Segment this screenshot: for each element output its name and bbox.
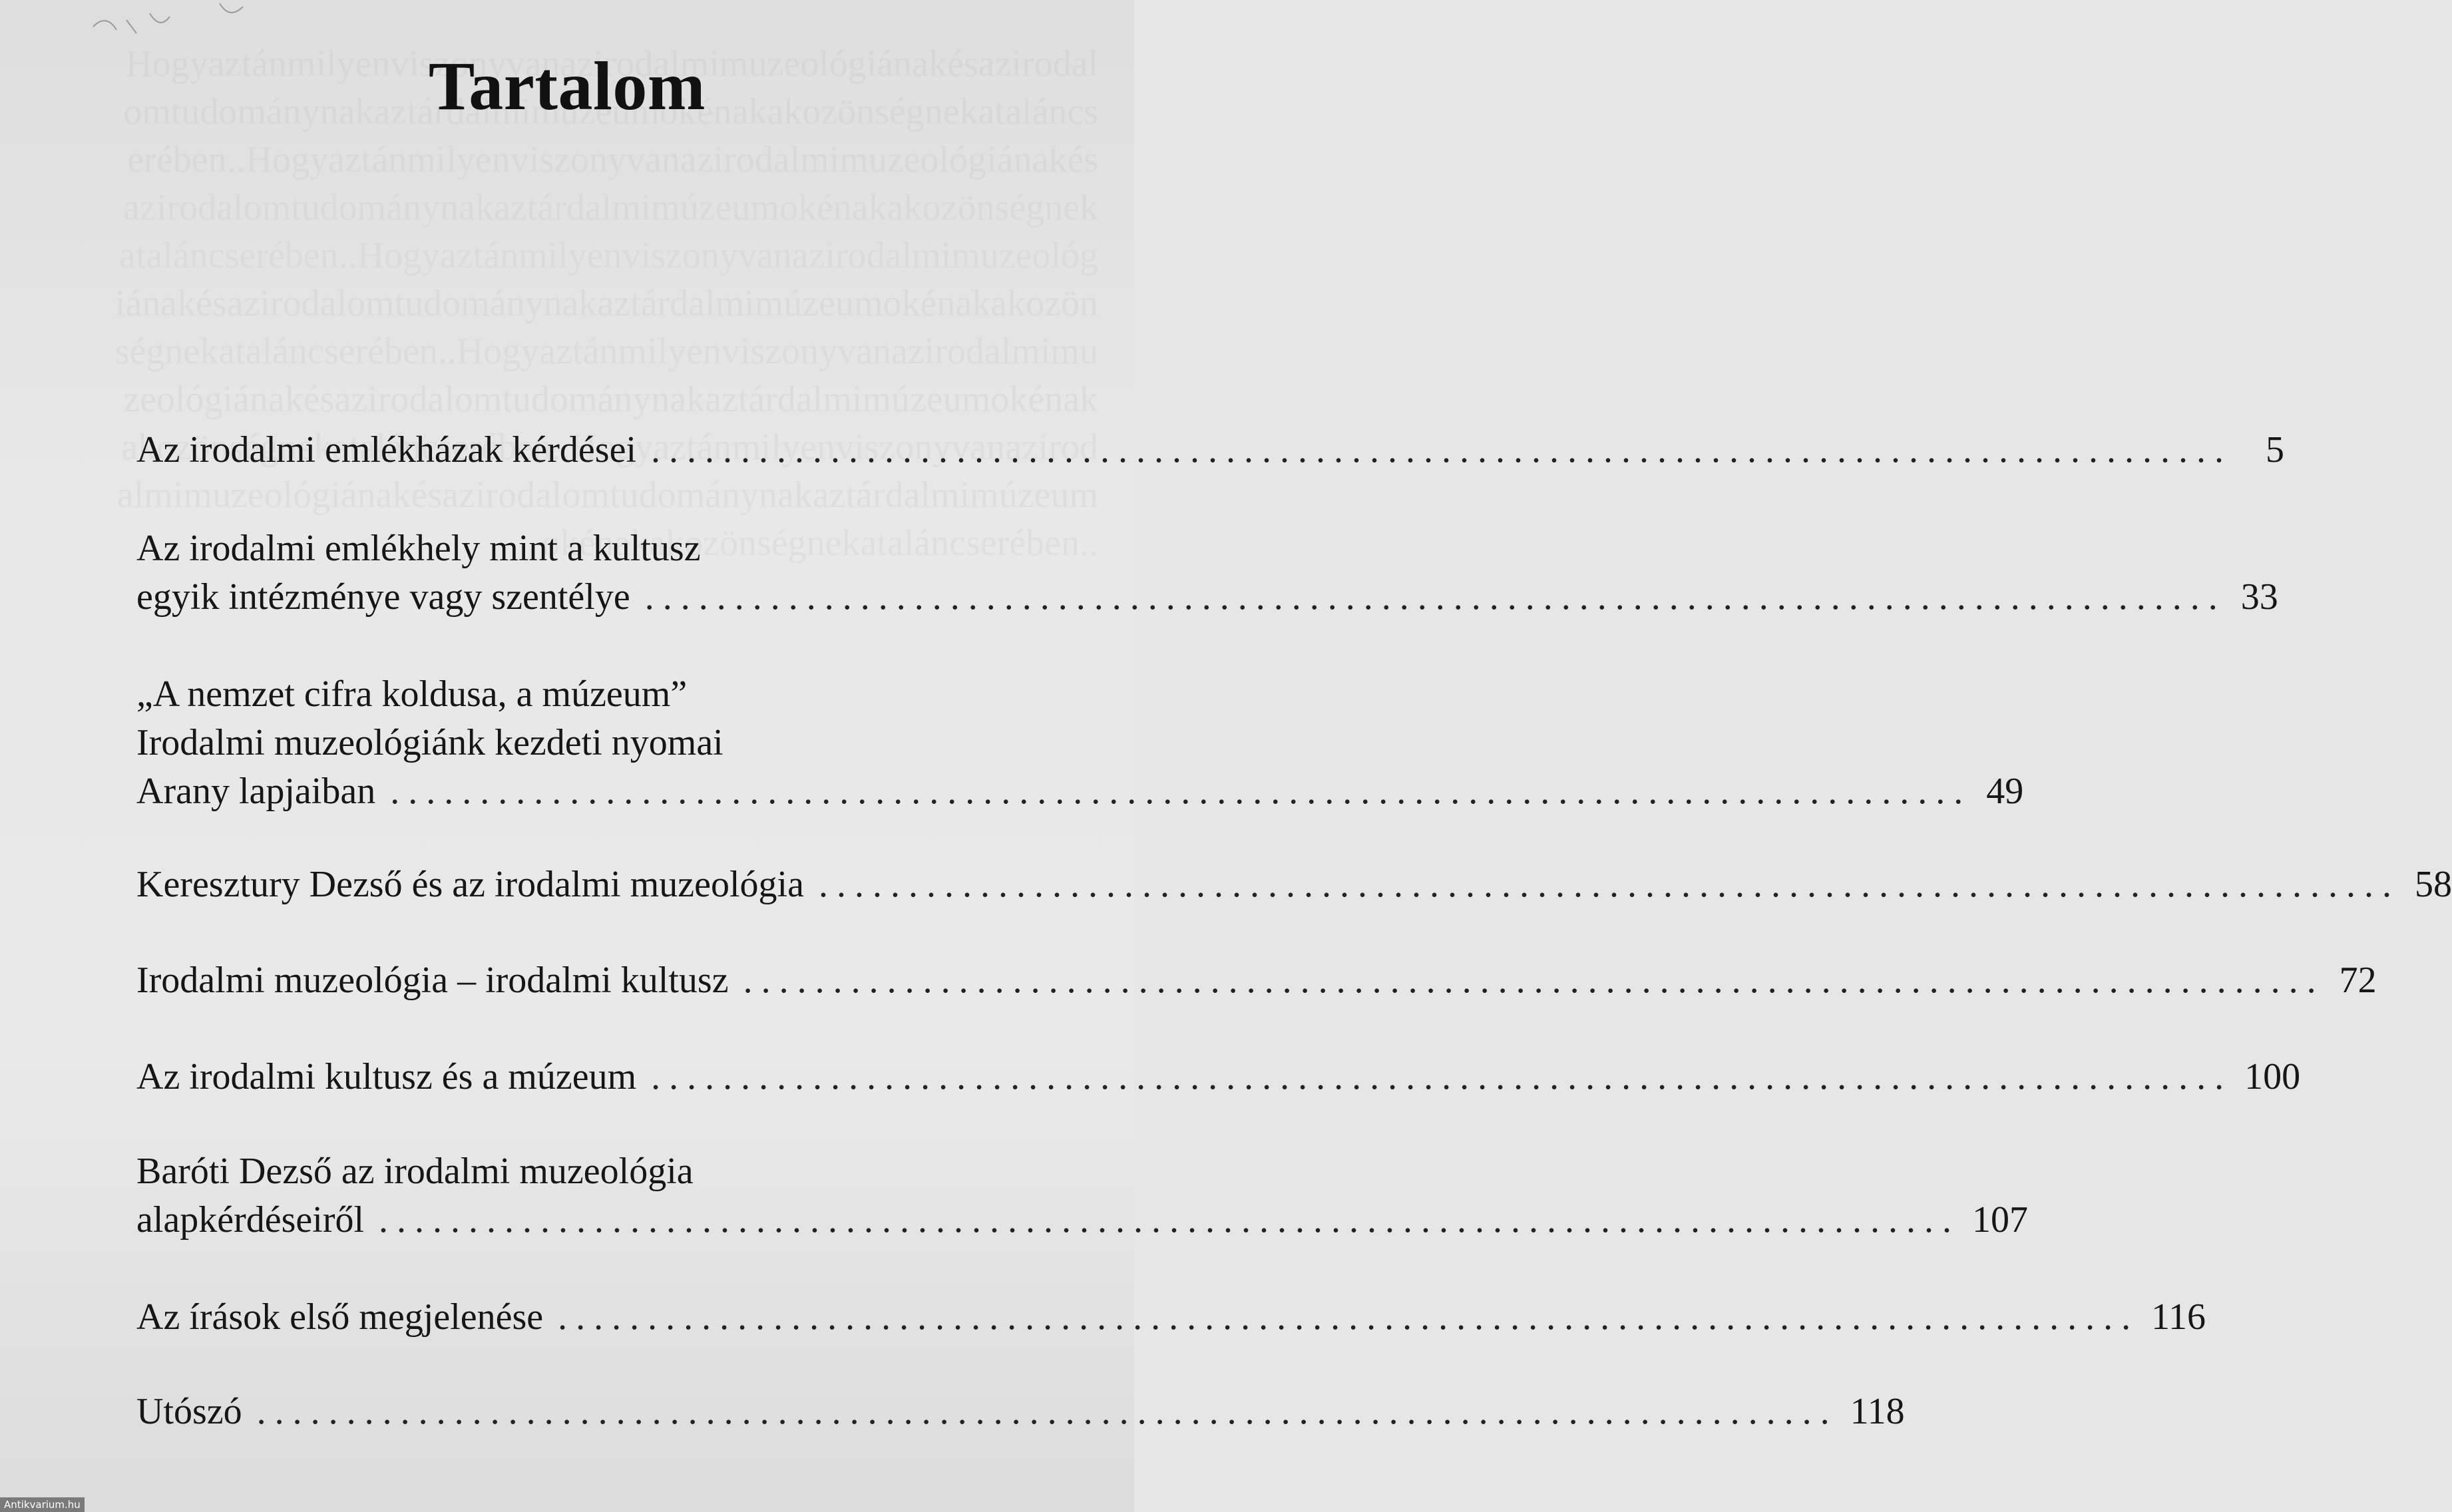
- toc-entry: [136, 1147, 2029, 1244]
- toc-entry: [136, 1053, 2301, 1101]
- dot-leader: ........................................................................................: [644, 576, 2226, 618]
- toc-entry-title: Keresztury Dezső és az irodalmi muzeológia: [136, 864, 804, 905]
- toc-entry: [136, 956, 2377, 1005]
- dot-leader: ........................................................................................: [390, 771, 1972, 812]
- toc-entry: [136, 1388, 1905, 1436]
- toc-entry-title: Utószó: [136, 1391, 242, 1432]
- dot-leader: ........................................................................................: [651, 1056, 2233, 1097]
- toc-entry-title: alapkérdéseiről: [136, 1199, 365, 1240]
- toc-page-number: 72: [2339, 960, 2377, 1001]
- toc-entry: [136, 1293, 2206, 1342]
- toc-entry-title: Az irodalmi emlékhely mint a kultusz: [136, 528, 701, 569]
- dot-leader: ........................................................................................: [256, 1391, 1838, 1432]
- toc-page-number: 33: [2240, 576, 2278, 618]
- toc-entry-title: egyik intézménye vagy szentélye: [136, 576, 630, 618]
- toc-page-number: 49: [1986, 771, 2024, 812]
- dot-leader: ........................................................................................: [818, 864, 2400, 905]
- toc-page-number: 5: [2266, 429, 2284, 471]
- toc-entry-title: Arany lapjaiban: [136, 771, 376, 812]
- toc-entry: [136, 670, 2024, 816]
- toc-entry: [136, 524, 2278, 622]
- pencil-scribble: [87, 0, 260, 40]
- dot-leader: ........................................................................................: [743, 960, 2325, 1001]
- toc-page-number: 116: [2151, 1296, 2206, 1338]
- toc-page-number: 58: [2414, 864, 2452, 905]
- dot-leader: ........................................................................................: [558, 1296, 2140, 1338]
- dot-leader: ........................................................................................: [651, 429, 2232, 471]
- toc-entry-title: „A nemzet cifra koldusa, a múzeum”: [136, 673, 688, 715]
- toc-entry: [136, 426, 2284, 474]
- toc-entry-title: Irodalmi muzeológia – irodalmi kultusz: [136, 960, 729, 1001]
- toc-entry-title: Irodalmi muzeológiánk kezdeti nyomai: [136, 722, 723, 763]
- toc-entry-title: Az irodalmi kultusz és a múzeum: [136, 1056, 637, 1097]
- toc-page-number: 100: [2244, 1056, 2301, 1097]
- toc-entry: [136, 860, 2452, 909]
- dot-leader: ........................................................................................: [379, 1199, 1961, 1240]
- toc-entry-title: Az írások első megjelenése: [136, 1296, 544, 1338]
- page-title: Tartalom: [428, 48, 706, 124]
- watermark-label: Antikvarium.hu: [0, 1497, 85, 1512]
- toc-entry-title: Baróti Dezső az irodalmi muzeológia: [136, 1151, 694, 1192]
- toc-page-number: 107: [1972, 1199, 2029, 1240]
- toc-entry-title: Az irodalmi emlékházak kérdései: [136, 429, 636, 471]
- toc-page-number: 118: [1850, 1391, 1905, 1432]
